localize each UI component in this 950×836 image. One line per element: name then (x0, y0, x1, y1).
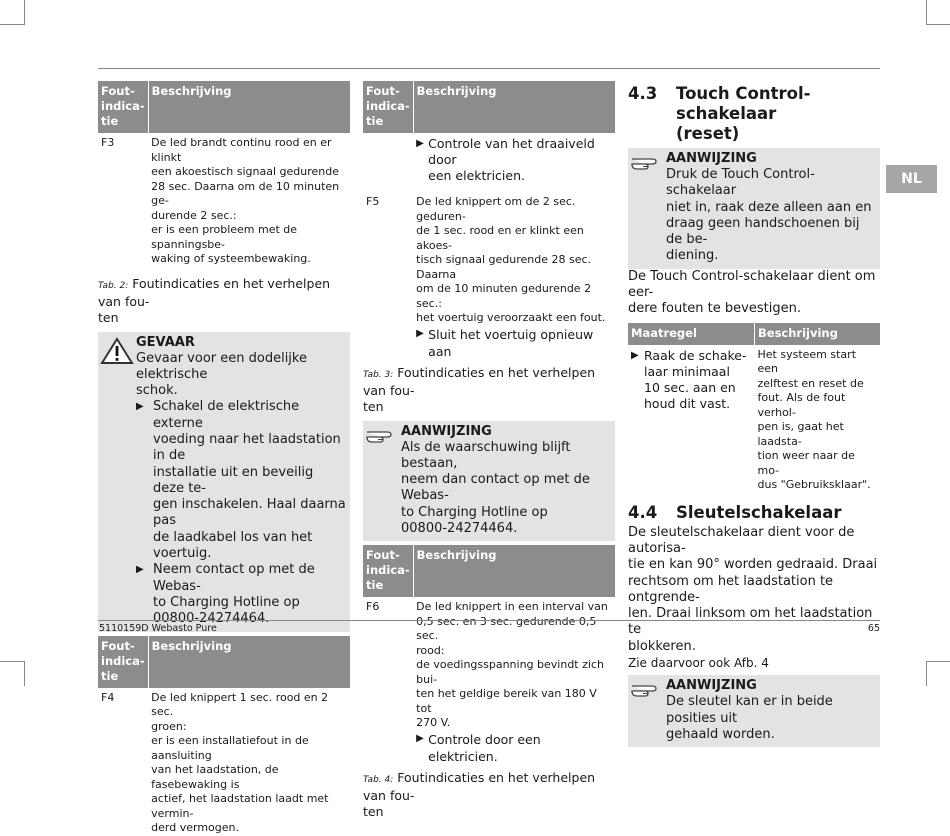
fault-description: De led knippert om de 2 sec. geduren- de 1 sec. rood en er klinkt een akoes- tisch signaal gedurende 28 sec. Daarna om de 10 minuten gedurende 2 sec.: het voertuig veroorzaakt een fout. ▶ Sluit het voertuig opnieuw aan (413, 184, 615, 360)
page-number: 65 (867, 623, 880, 634)
pointing-hand-icon (363, 424, 401, 538)
step-arrow-icon: ▶ (631, 349, 639, 361)
step-arrow-icon: ▶ (416, 138, 424, 149)
column-2 (363, 81, 615, 826)
table-header-description: Beschrijving (413, 545, 615, 597)
warning-triangle-icon (98, 335, 136, 628)
instruction-step: ▶ Controle van het draaiveld door een elektricien. (416, 136, 595, 183)
instruction-step: ▶ Controle door een elektricien. (416, 731, 541, 764)
fault-table-f5 (363, 81, 615, 360)
danger-box (98, 332, 350, 632)
table-caption: Tab. 4: Foutindicaties en het verhelpen van fou- ten (363, 769, 596, 819)
fault-description: De led knippert in een interval van 0,5 sec. en 3 sec. gedurende 0,5 sec. rood: de voedingsspanning bevindt zich bui- ten het geldige bereik van 180 V tot 270 V. ▶ Controle door een elektricien. (413, 597, 615, 765)
fault-table-f4 (98, 636, 350, 836)
table-row (363, 133, 615, 184)
column-1 (98, 81, 350, 836)
note-heading: AANWIJZING (666, 678, 757, 694)
note-heading: AANWIJZING (666, 151, 757, 166)
section-heading: 4.3 Touch Control-schakelaar (reset) (628, 84, 880, 144)
table-row (628, 345, 880, 493)
figure-reference: Zie daarvoor ook Afb. 4 (628, 656, 769, 671)
table-row (363, 597, 615, 765)
table-row (363, 184, 615, 360)
step-arrow-icon: ▶ (416, 732, 424, 744)
fault-code: F5 (366, 195, 380, 208)
table-header-code: Fout- indica- tie (363, 81, 413, 133)
footer-doc-id: 5110159D Webasto Pure (99, 623, 217, 634)
note-heading: AANWIJZING (401, 423, 492, 439)
fault-description: De led knippert 1 sec. rood en 2 sec. groen: er is een installatiefout in de aansluiting van het laadstation, de fasebewaking is actief, het laadstation laadt met vermin- derd vermogen. (151, 690, 329, 835)
fault-description: De led brandt continu rood en er klinkt een akoestisch signaal gedurende 28 sec. Daarna om de 10 minuten ge- durende 2 sec.: er is een probleem met de spanningsbe- waking of systeembewaking. (151, 136, 340, 265)
fault-description (413, 133, 615, 184)
header-rule (98, 68, 880, 69)
table-header-description: Beschrijving (148, 636, 350, 688)
column-3 (628, 84, 880, 747)
fault-code: F6 (366, 600, 380, 614)
table-header-measure: Maatregel (628, 323, 755, 345)
table-caption: Tab. 2: Foutindicaties en het verhelpen van fou- ten (98, 275, 331, 325)
instruction-step: ▶ Schakel de elektrische externe voeding naar het laadstation in de installatie uit en beveilig deze te- gen inschakelen. Haal daarna pas de laadkabel los van het voertuig. (136, 399, 346, 562)
description-cell: Het systeem start een zelftest en reset de fout. Als de fout verhol- pen is, gaat het laadsta- tion weer naar de mo- dus "Gebruiksklaar". (757, 347, 871, 492)
table-header-code: Fout- indica- tie (98, 636, 148, 688)
instruction-step: ▶ Neem contact op met de Webas- to Charging Hotline op 00800-24274464. (136, 562, 315, 627)
paragraph: De sleutelschakelaar dient voor de autorisa- tie en kan 90° worden gedraaid. Draai rechtsom om het laadstation te ontgrende- len. Draai linksom om het laadstation te blokkeren. (628, 524, 878, 654)
note-box (628, 675, 880, 747)
table-caption: Tab. 3: Foutindicaties en het verhelpen van fou- ten (363, 364, 596, 414)
fault-table-f3 (98, 81, 350, 267)
note-box (363, 421, 615, 542)
measure-table (628, 323, 880, 493)
section-title: Sleutelschakelaar (676, 502, 842, 522)
instruction-step: ▶ Sluit het voertuig opnieuw aan (416, 326, 594, 359)
table-header-code: Fout- indica- tie (98, 81, 148, 133)
step-arrow-icon: ▶ (136, 401, 144, 413)
crop-mark (926, 0, 950, 25)
paragraph: De Touch Control-schakelaar dient om eer- dere fouten te bevestigen. (628, 268, 876, 317)
measure-cell: ▶ Raak de schake- laar minimaal 10 sec. aan en houd dit vast. (631, 347, 747, 411)
language-tab: NL (886, 165, 937, 193)
footer-rule (98, 620, 880, 621)
table-header-description: Beschrijving (413, 81, 615, 133)
fault-code: F4 (101, 690, 115, 704)
note-text: Druk de Touch Control-schakelaar niet in, raak deze alleen aan en draag geen handschoenen bij de be- diening. (666, 167, 872, 264)
crop-mark (926, 661, 950, 686)
section-title: Touch Control-schakelaar (reset) (676, 84, 811, 143)
note-text: Als de waarschuwing blijft bestaan, neem dan contact op met de Webas- to Charging Hotline op 00800-24274464. (401, 439, 590, 536)
step-arrow-icon: ▶ (416, 327, 424, 339)
crop-mark (0, 0, 25, 25)
danger-intro: Gevaar voor een dodelijke elektrische schok. (136, 350, 307, 399)
table-header-description: Beschrijving (148, 81, 350, 133)
table-header-description: Beschrijving (755, 323, 881, 345)
pointing-hand-icon (628, 678, 666, 743)
fault-code: F3 (101, 136, 115, 149)
table-header-code: Fout- indica- tie (363, 545, 413, 597)
table-row (98, 688, 350, 836)
fault-table-f6 (363, 545, 615, 765)
note-text: De sleutel kan er in beide posities uit gehaald worden. (666, 694, 833, 742)
crop-mark (0, 661, 25, 686)
pointing-hand-icon (628, 151, 666, 265)
table-row (98, 133, 350, 267)
section-heading: 4.4 Sleutelschakelaar (628, 502, 842, 522)
danger-heading: GEVAAR (136, 334, 195, 350)
note-box (628, 148, 880, 269)
step-arrow-icon: ▶ (136, 564, 144, 576)
